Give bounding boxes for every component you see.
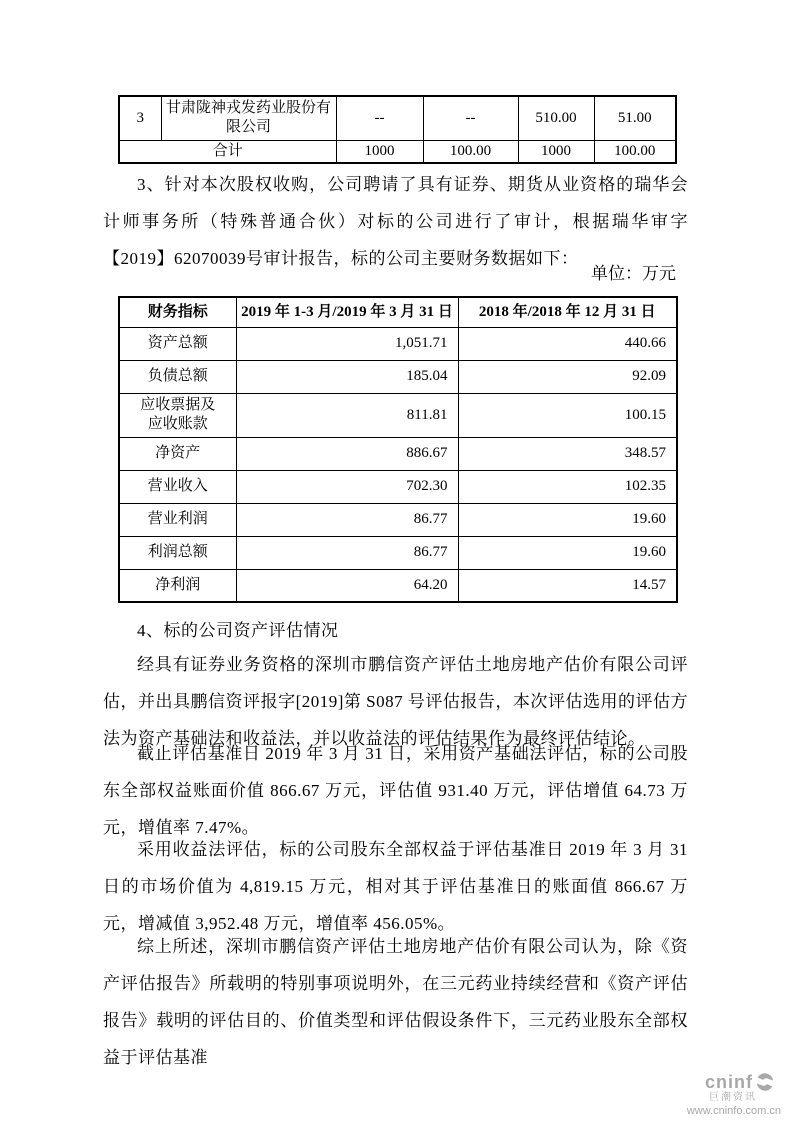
value-2018: 19.60 — [458, 536, 677, 569]
value-2018: 102.35 — [458, 470, 677, 503]
indicator-label: 资产总额 — [119, 327, 236, 360]
paragraph-conclusion: 综上所述，深圳市鹏信资产评估土地房地产估价有限公司认为，除《资产评估报告》所载明的特别事项说明外，在三元药业持续经营和《资产评估报告》载明的评估目的、价值类型和评估假设条件下，三元药业股东全部权益于评估基准 — [103, 937, 688, 1067]
table-total-row — [119, 140, 676, 163]
value-2018: 348.57 — [458, 437, 677, 470]
paragraph-appraisal-method: 经具有证券业务资格的深圳市鹏信资产评估土地房地产估价有限公司评估，并出具鹏信资评报字[2019]第 S087 号评估报告，本次评估选用的评估方法为资产基础法和收益法，并以收益法的评估结果作为最终评估结论。 — [103, 655, 688, 748]
cninfo-url: www.cninfo.com.cn — [686, 1104, 781, 1117]
table-row-net-assets — [119, 437, 677, 470]
table-row-operating-revenue — [119, 470, 677, 503]
paragraph-audit-intro: 3、针对本次股权收购，公司聘请了具有证券、期货从业资格的瑞华会计师事务所（特殊普通合伙）对标的公司进行了审计，根据瑞华审字【2019】62070039号审计报告，标的公司主要财务数据如下： — [103, 175, 688, 268]
value-2019: 702.30 — [236, 470, 458, 503]
indicator-label: 利润总额 — [119, 536, 236, 569]
shareholder-table — [118, 95, 677, 164]
value-2018: 19.60 — [458, 503, 677, 536]
header-indicator: 财务指标 — [119, 297, 236, 327]
value-2018: 440.66 — [458, 327, 677, 360]
table-row — [119, 96, 676, 140]
value-cell: 1000 — [336, 140, 423, 163]
indicator-label: 营业收入 — [119, 470, 236, 503]
value-2019: 185.04 — [236, 360, 458, 393]
cninfo-logo-row — [625, 1072, 785, 1092]
table-row-total-profit — [119, 536, 677, 569]
value-cell: -- — [336, 96, 423, 140]
indicator-label: 净资产 — [119, 437, 236, 470]
total-label-cell: 合计 — [119, 140, 336, 163]
value-2018: 14.57 — [458, 569, 677, 602]
value-2019: 886.67 — [236, 437, 458, 470]
value-cell: 1000 — [518, 140, 594, 163]
value-2019: 1,051.71 — [236, 327, 458, 360]
indicator-label: 应收票据及应收账款 — [119, 393, 236, 437]
table-row-total-assets — [119, 327, 677, 360]
value-cell: 100.00 — [423, 140, 518, 163]
table-row-receivables — [119, 393, 677, 437]
header-period-2018: 2018 年/2018 年 12 月 31 日 — [458, 297, 677, 327]
row-number: 3 — [119, 96, 161, 140]
cninfo-watermark — [625, 1072, 785, 1117]
indicator-label: 净利润 — [119, 569, 236, 602]
paragraph-asset-based-result: 截止评估基准日 2019 年 3 月 31 日，采用资产基础法评估，标的公司股东全部权益账面价值 866.67 万元，评估值 931.40 万元，评估增值 64.73 万元，增值率 7.47%。 — [103, 744, 688, 837]
unit-label: 单位：万元 — [591, 264, 676, 283]
table-row-total-liabilities — [119, 360, 677, 393]
cninfo-swirl-icon — [755, 1072, 775, 1092]
value-cell: 51.00 — [594, 96, 676, 140]
indicator-label: 负债总额 — [119, 360, 236, 393]
value-cell: -- — [423, 96, 518, 140]
indicator-label: 营业利润 — [119, 503, 236, 536]
header-period-2019: 2019 年 1-3 月/2019 年 3 月 31 日 — [236, 297, 458, 327]
cninfo-brand-text: cninf — [705, 1071, 753, 1092]
value-2019: 86.77 — [236, 536, 458, 569]
value-2019: 811.81 — [236, 393, 458, 437]
value-2018: 92.09 — [458, 360, 677, 393]
paragraph-income-method-result: 采用收益法评估，标的公司股东全部权益于评估基准日 2019 年 3 月 31 日的市场价值为 4,819.15 万元，相对其于评估基准日的账面值 866.67 万元，增减值 3,952.48 万元，增值率 456.05%。 — [103, 840, 688, 933]
cninfo-chinese-name: 巨潮资讯 — [709, 1092, 757, 1103]
value-2019: 64.20 — [236, 569, 458, 602]
financial-indicators-table — [118, 296, 678, 603]
company-name-cell: 甘肃陇神戎发药业股份有限公司 — [161, 96, 336, 140]
value-cell: 100.00 — [594, 140, 676, 163]
table-row-net-profit — [119, 569, 677, 602]
table-header-row — [119, 297, 677, 327]
table-row-operating-profit — [119, 503, 677, 536]
value-2019: 86.77 — [236, 503, 458, 536]
section4-title: 4、标的公司资产评估情况 — [137, 621, 339, 640]
value-2018: 100.15 — [458, 393, 677, 437]
value-cell: 510.00 — [518, 96, 594, 140]
